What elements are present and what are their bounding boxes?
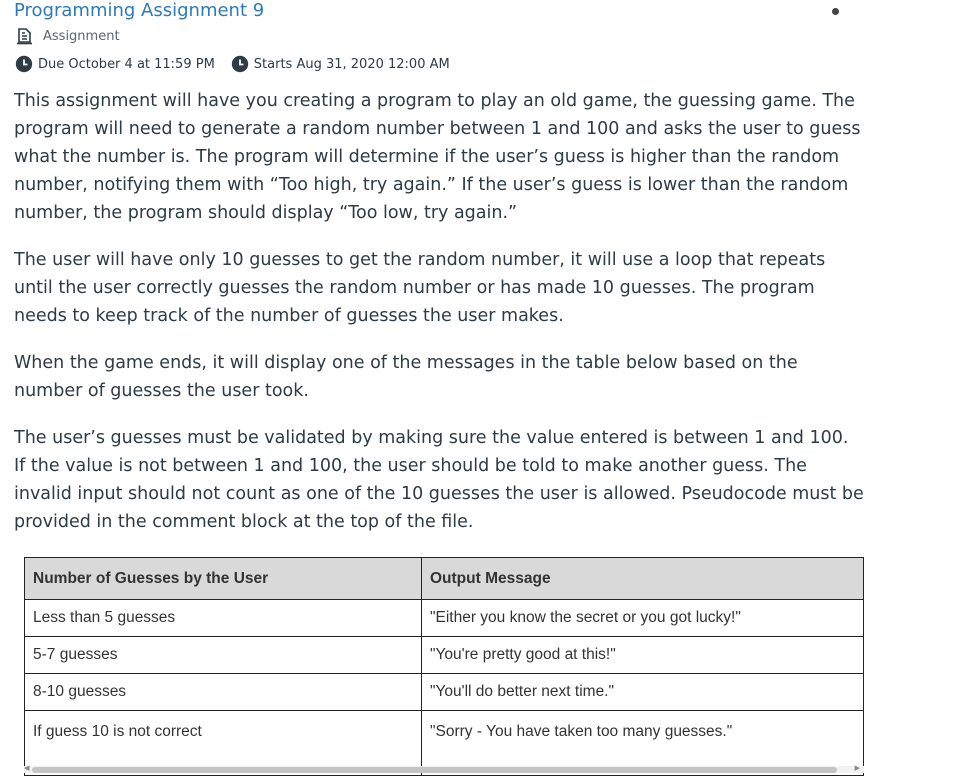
due-date <box>15 55 215 73</box>
table-cell-message: "You'll do better next time." <box>422 674 864 711</box>
assignment-type <box>16 26 120 46</box>
assignment-description <box>14 87 864 555</box>
description-paragraph: The user will have only 10 guesses to get the random number, it will use a loop that repeats until the user correctly guesses the random number or has made 10 guesses. The program needs to keep track of the number of guesses the user makes. <box>14 250 826 326</box>
table-row <box>25 674 864 711</box>
guess-message-table <box>24 557 864 776</box>
horizontal-scrollbar[interactable] <box>24 766 864 773</box>
table-cell-guesses: If guess 10 is not correct <box>25 711 422 776</box>
assignment-type-label: Assignment <box>43 28 120 44</box>
scroll-left-icon[interactable]: ◀ <box>24 764 30 772</box>
table-header-guesses: Number of Guesses by the User <box>25 558 422 600</box>
table-header-message: Output Message <box>422 558 864 600</box>
assignment-dates <box>15 54 450 74</box>
table-cell-message: "Either you know the secret or you got lucky!" <box>422 600 864 637</box>
table-row <box>25 637 864 674</box>
table-cell-guesses: 8-10 guesses <box>25 674 422 711</box>
clock-icon <box>15 55 33 73</box>
table-header-row <box>25 558 864 600</box>
description-paragraph: This assignment will have you creating a program to play an old game, the guessing game. The program will need to generate a random number between 1 and 100 and asks the user to guess what the number is. The program will determine if the user’s guess is higher than the random number, notifying them with “Too high, try again.” If the user’s guess is lower than the random number, the program should display “Too low, try again.” <box>14 91 861 223</box>
table-cell-message: "Sorry - You have taken too many guesses." <box>422 711 864 776</box>
clock-icon <box>231 55 249 73</box>
table-row <box>25 600 864 637</box>
start-date <box>231 55 450 73</box>
start-date-text: Starts Aug 31, 2020 12:00 AM <box>253 56 450 72</box>
table-cell-message: "You're pretty good at this!" <box>422 637 864 674</box>
assignment-title[interactable]: Programming Assignment 9 <box>14 0 265 21</box>
due-date-text: Due October 4 at 11:59 PM <box>38 56 215 72</box>
description-paragraph: When the game ends, it will display one of the messages in the table below based on the number of guesses the user took. <box>14 353 798 401</box>
scrollbar-thumb[interactable] <box>32 767 837 773</box>
scroll-right-icon[interactable]: ▶ <box>854 764 860 772</box>
options-menu-dot[interactable] <box>832 8 839 15</box>
table-cell-guesses: Less than 5 guesses <box>25 600 422 637</box>
assignment-icon <box>16 27 34 45</box>
description-paragraph: The user’s guesses must be validated by making sure the value entered is between 1 and 100. If the value is not between 1 and 100, the user should be told to make another guess. The invalid input should not count as one of the 10 guesses the user is allowed. Pseudocode must be provided in the comment block at the top of the file. <box>14 428 864 532</box>
table-cell-guesses: 5-7 guesses <box>25 637 422 674</box>
